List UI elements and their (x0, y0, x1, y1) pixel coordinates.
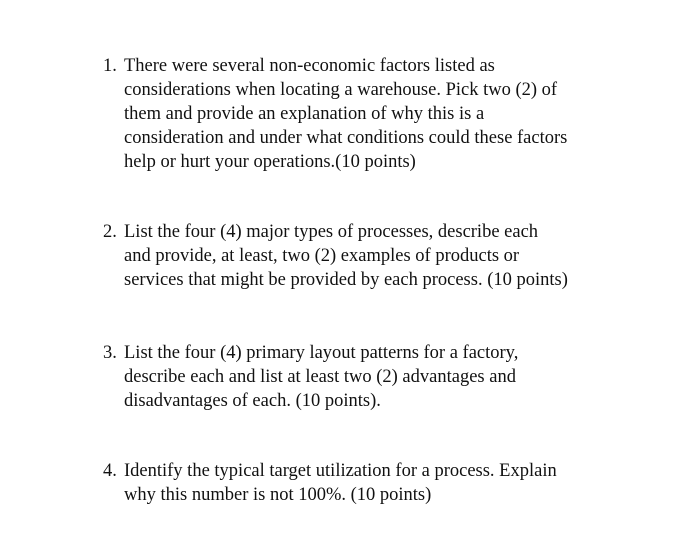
question-text-line: them and provide an explanation of why this is a (124, 104, 485, 124)
question-text-line: List the four (4) major types of processes, describe each (124, 222, 539, 242)
question-text-line: consideration and under what conditions could these factors (124, 128, 568, 148)
question-text-line: Identify the typical target utilization for a process. Explain (124, 461, 557, 481)
question-number: 3. (103, 343, 117, 363)
question-2 (103, 220, 663, 292)
question-text-line: There were several non-economic factors listed as (124, 56, 495, 76)
question-text-line: and provide, at least, two (2) examples of products or (124, 246, 520, 266)
question-1 (103, 54, 663, 174)
question-number: 4. (103, 461, 117, 481)
question-text-line: describe each and list at least two (2) advantages and (124, 367, 516, 387)
question-text-line: disadvantages of each. (10 points). (124, 391, 381, 411)
question-3 (103, 341, 663, 413)
question-text-line: services that might be provided by each process. (10 points) (124, 270, 568, 290)
question-text-line: help or hurt your operations.(10 points) (124, 152, 416, 172)
question-number: 1. (103, 56, 117, 76)
question-4 (103, 459, 663, 507)
question-text-line: List the four (4) primary layout patterns for a factory, (124, 343, 519, 363)
question-text-line: considerations when locating a warehouse. Pick two (2) of (124, 80, 558, 100)
question-text-line: why this number is not 100%. (10 points) (124, 485, 432, 505)
question-number: 2. (103, 222, 117, 242)
